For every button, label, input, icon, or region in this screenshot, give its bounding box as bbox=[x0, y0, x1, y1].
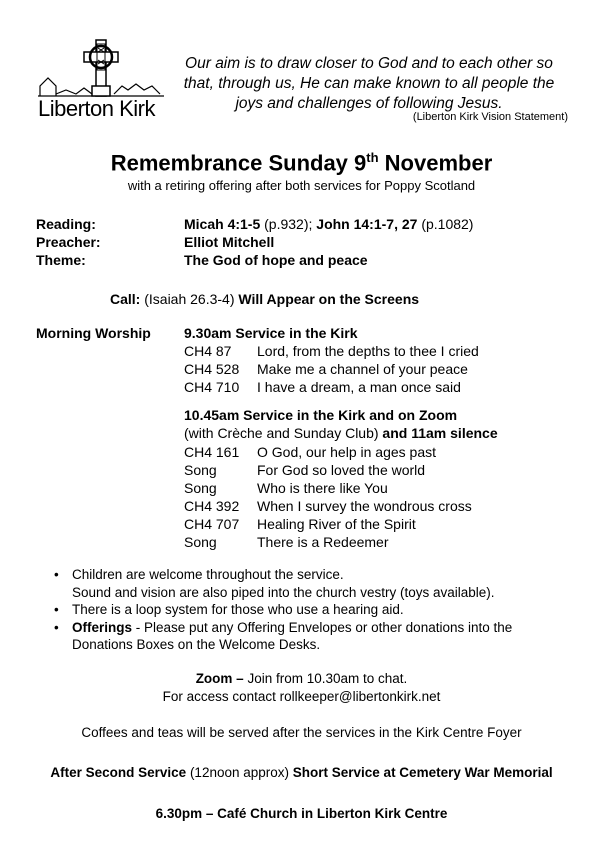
reading-label: Reading: bbox=[36, 216, 96, 232]
hymn-title: Healing River of the Spirit bbox=[257, 516, 416, 532]
hymn-row bbox=[184, 342, 479, 360]
after-plain: (12noon approx) bbox=[186, 765, 293, 780]
service-1-title: 9.30am Service in the Kirk bbox=[184, 325, 358, 341]
hymn-row bbox=[184, 515, 472, 533]
preacher-value bbox=[184, 233, 274, 252]
vision-line: that, through us, He can make known to all people the bbox=[183, 75, 555, 92]
theme-label: Theme: bbox=[36, 252, 86, 268]
zoom-bold: Zoom – bbox=[195, 671, 244, 686]
hymn-title: There is a Redeemer bbox=[257, 534, 389, 550]
logo-text: Liberton Kirk bbox=[38, 96, 156, 121]
hymn-code: Song bbox=[184, 534, 217, 550]
hymn-code: CH4 392 bbox=[184, 498, 240, 514]
kirk-cross-skyline-icon bbox=[36, 38, 166, 98]
call-text: Will Appear on the Screens bbox=[238, 291, 420, 307]
call-ref: (Isaiah 26.3-4) bbox=[140, 291, 239, 307]
hymn-title: When I survey the wondrous cross bbox=[257, 498, 472, 514]
vision-line: joys and challenges of following Jesus. bbox=[235, 95, 503, 112]
preacher-name: Elliot Mitchell bbox=[184, 234, 275, 250]
title-sup: th bbox=[366, 150, 379, 165]
reading-ref-2: John 14:1-7, 27 bbox=[316, 216, 418, 232]
notice-text: There is a loop system for those who use a hearing aid. bbox=[72, 602, 404, 617]
hymn-code: CH4 161 bbox=[184, 444, 240, 460]
hymn-row bbox=[184, 497, 472, 515]
hymn-row bbox=[184, 360, 479, 378]
hymn-title: I have a dream, a man once said bbox=[257, 379, 461, 395]
hymn-title: Who is there like You bbox=[257, 480, 388, 496]
service-2-title-wrap bbox=[184, 406, 457, 425]
hymn-code: CH4 707 bbox=[184, 516, 240, 532]
service-1-hymn-list bbox=[184, 342, 479, 396]
reading-page-1: (p.932); bbox=[260, 216, 317, 232]
preacher-label: Preacher: bbox=[36, 234, 101, 250]
notice-text: - Please put any Offering Envelopes or other donations into the Donations Boxes on the Welcome Desks. bbox=[72, 619, 513, 652]
hymn-title: O God, our help in ages past bbox=[257, 444, 436, 460]
after-bold-2: Short Service at Cemetery War Memorial bbox=[292, 765, 553, 780]
hymn-code: Song bbox=[184, 480, 217, 496]
vision-statement bbox=[170, 54, 568, 114]
hymn-title: Make me a channel of your peace bbox=[257, 361, 468, 377]
hymn-code: Song bbox=[184, 462, 217, 478]
liberton-kirk-logo bbox=[36, 38, 166, 128]
hymn-row bbox=[184, 533, 472, 551]
theme-label-wrap bbox=[36, 251, 86, 270]
hymn-code: CH4 710 bbox=[184, 379, 240, 395]
vision-line: Our aim is to draw closer to God and to each other so bbox=[185, 55, 553, 72]
hymn-row bbox=[184, 461, 472, 479]
theme-value bbox=[184, 251, 368, 270]
hymn-row bbox=[184, 443, 472, 461]
coffee-notice: Coffees and teas will be served after the services in the Kirk Centre Foyer bbox=[81, 725, 522, 740]
service-2-note-line bbox=[184, 424, 498, 443]
reading-value bbox=[184, 215, 473, 234]
reading-label-wrap bbox=[36, 215, 96, 234]
after-bold-1: After Second Service bbox=[50, 765, 187, 780]
notice-loop bbox=[36, 601, 556, 619]
title-tail: November bbox=[378, 150, 493, 176]
notice-text: Sound and vision are also piped into the church vestry (toys available). bbox=[72, 584, 495, 600]
notice-children bbox=[36, 566, 556, 601]
hymn-row bbox=[184, 479, 472, 497]
page-title bbox=[0, 150, 603, 176]
morning-worship-label-wrap bbox=[36, 324, 151, 343]
title-main: Remembrance Sunday 9 bbox=[110, 150, 367, 176]
zoom-text: Join from 10.30am to chat. bbox=[243, 671, 408, 686]
hymn-title: For God so loved the world bbox=[257, 462, 426, 478]
reading-ref-1: Micah 4:1-5 bbox=[184, 216, 261, 232]
page-subtitle: with a retiring offering after both services for Poppy Scotland bbox=[127, 178, 476, 193]
service-2-note: (with Crèche and Sunday Club) bbox=[184, 425, 379, 441]
notices bbox=[36, 566, 556, 654]
reading-page-2: (p.1082) bbox=[417, 216, 474, 232]
hymn-code: CH4 87 bbox=[184, 343, 232, 359]
hymn-row bbox=[184, 378, 479, 396]
zoom-line bbox=[0, 670, 603, 688]
service-1-title-wrap bbox=[184, 324, 358, 343]
vision-source: (Liberton Kirk Vision Statement) bbox=[412, 111, 568, 123]
service-2-hymn-list bbox=[184, 443, 472, 551]
evening-service: 6.30pm – Café Church in Liberton Kirk Centre bbox=[155, 806, 448, 821]
notice-offerings bbox=[36, 619, 556, 654]
zoom-info bbox=[0, 670, 603, 705]
notice-list bbox=[36, 566, 556, 654]
hymn-title: Lord, from the depths to thee I cried bbox=[257, 343, 479, 359]
call-line bbox=[110, 290, 419, 309]
call-label: Call: bbox=[110, 291, 141, 307]
zoom-contact: For access contact rollkeeper@libertonkirk.net bbox=[162, 688, 441, 704]
preacher-label-wrap bbox=[36, 233, 101, 252]
notice-text: • Children are welcome throughout the service. bbox=[72, 567, 344, 582]
theme-text: The God of hope and peace bbox=[184, 252, 368, 268]
morning-worship-label: Morning Worship bbox=[36, 325, 151, 341]
service-2-note-bold: and 11am silence bbox=[378, 425, 498, 441]
service-2-title: 10.45am Service in the Kirk and on Zoom bbox=[184, 407, 458, 423]
notice-bold: Offerings bbox=[72, 619, 133, 635]
after-service-line bbox=[0, 765, 603, 780]
hymn-code: CH4 528 bbox=[184, 361, 240, 377]
